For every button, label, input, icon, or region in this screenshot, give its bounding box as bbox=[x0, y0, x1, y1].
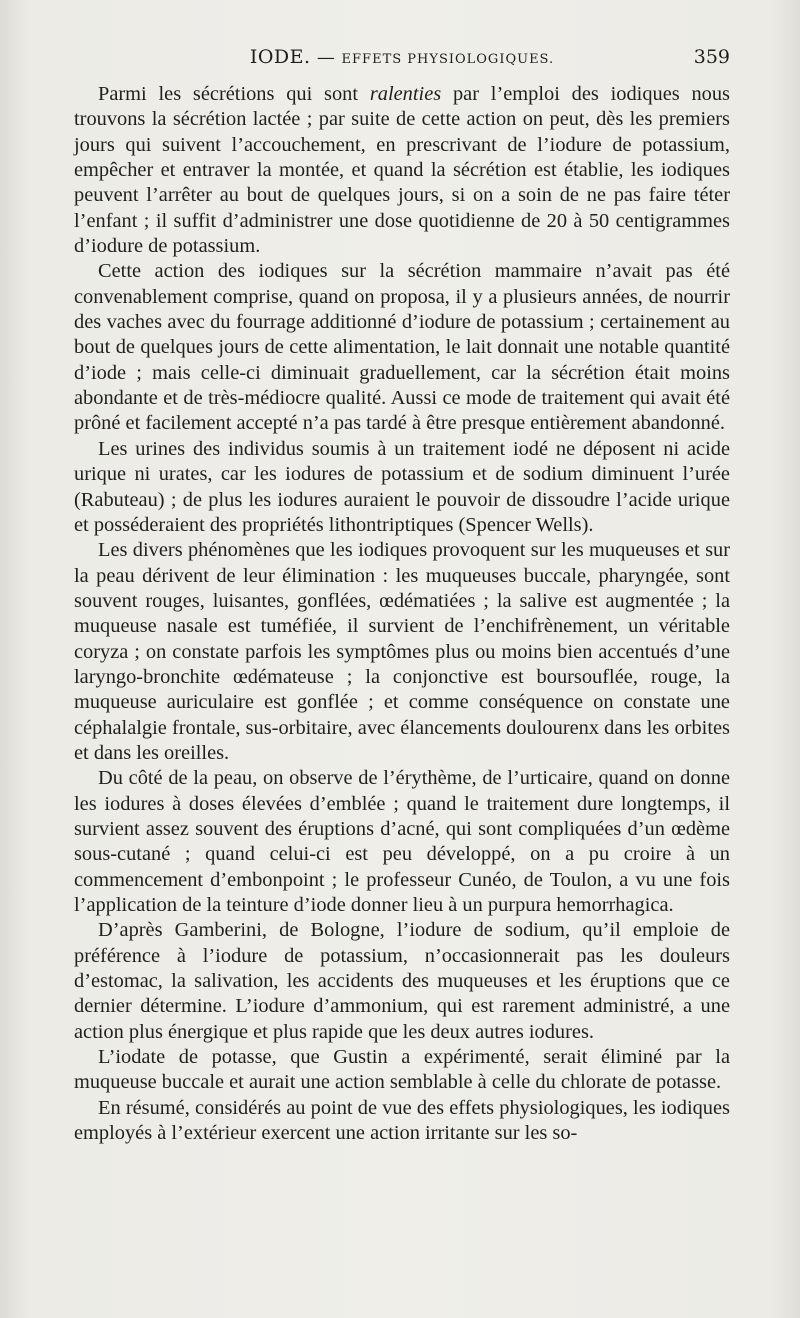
paragraph-3: Les urines des individus soumis à un traitement iodé ne déposent ni acide urique ni urates, car les iodures de potassium et de sodium diminuent l’urée (Rabuteau) ; de plus les iodures auraient le pouvoir de dissoudre l’acide urique et posséderaient des propriétés lithontriptiques (Spencer Wells). bbox=[74, 437, 730, 536]
paragraph-7: L’iodate de potasse, que Gustin a expérimenté, serait éliminé par la muqueuse buccale et aurait une action semblable à celle du chlorate de potasse. bbox=[74, 1046, 730, 1094]
running-title-dash: — bbox=[316, 47, 336, 68]
running-title bbox=[74, 46, 730, 68]
paragraph-4: Les divers phénomènes que les iodiques provoquent sur les muqueuses et sur la peau dérivent de leur élimination : les muqueuses buccale, pharyngée, sont souvent rouges, luisantes, gonflées, œdématiées ; la salive est augmentée ; la muqueuse nasale est tuméfiée, il survient de l’enchifrènement, un véritable coryza ; on constate parfois les symptômes plus ou moins bien accentués d’une laryngo-bronchite œdémateuse ; la conjonctive est boursouflée, rouge, la muqueuse auriculaire est gonflée ; et comme conséquence on constate une céphalalgie frontale, sus-orbitaire, avec élancements doulourenx dans les orbites et dans les oreilles. bbox=[74, 539, 730, 764]
paragraph-1-emphasis: ralenties bbox=[369, 83, 442, 105]
paragraph-5: Du côté de la peau, on observe de l’érythème, de l’urticaire, quand on donne les iodures à doses élevées d’emblée ; quand le traitement dure longtemps, il survient assez souvent des éruptions d’acné, qui sont compliquées d’un œdème sous-cutané ; quand celui-ci est peu développé, on a pu croire à un commencement d’embonpoint ; le professeur Cunéo, de Toulon, a vu une fois l’application de la teinture d’iode donner lieu à un purpura hemorrhagica. bbox=[74, 767, 730, 916]
running-header bbox=[74, 46, 730, 74]
paragraph-1-after: par l’emploi des iodiques nous trouvons la sécrétion lactée ; par suite de cette action on peut, dès les premiers jours qui suivent l’accouchement, en prescrivant de l’iodure de potassium, empêcher et entraver la montée, et quand la sécrétion est établie, les iodiques peuvent l’arrêter au bout de quelques jours, si on a soin de ne pas faire téter l’enfant ; il suffit d’administrer une dose quotidienne de 20 à 50 centigrammes d’iodure de potassium. bbox=[74, 83, 730, 258]
paragraph-8: En résumé, considérés au point de vue des effets physiologiques, les iodiques employés à l’extérieur exercent une action irritante sur les so- bbox=[74, 1096, 730, 1145]
running-title-sub: EFFETS PHYSIOLOGIQUES. bbox=[341, 52, 555, 67]
page-number: 359 bbox=[693, 46, 730, 68]
running-title-main: IODE. bbox=[249, 46, 311, 68]
paragraph-1-before: Parmi les sécrétions qui sont bbox=[98, 83, 370, 105]
paragraph-2: Cette action des iodiques sur la sécrétion mammaire n’avait pas été convenablement comprise, quand on proposa, il y a plusieurs années, de nourrir des vaches avec du fourrage additionné d’iodure de potassium ; certainement au bout de quelques jours de cette alimentation, le lait donnait une notable quantité d’iode ; mais celle-ci diminuait graduellement, car la sécrétion était moins abondante et de très-médiocre qualité. Aussi ce mode de traitement qui avait été prôné et facilement accepté n’a pas tardé à être presque entièrement abandonné. bbox=[74, 260, 730, 435]
body-text bbox=[74, 82, 730, 1146]
paragraph-1 bbox=[74, 82, 730, 259]
paragraph-6: D’après Gamberini, de Bologne, l’iodure de sodium, qu’il emploie de préférence à l’iodure de potassium, n’occasionnerait pas les douleurs d’estomac, la salivation, les accidents des muqueuses et les éruptions que ce dernier détermine. L’iodure d’ammonium, qui est rarement administré, a une action plus énergique et plus rapide que les deux autres iodures. bbox=[74, 919, 730, 1043]
